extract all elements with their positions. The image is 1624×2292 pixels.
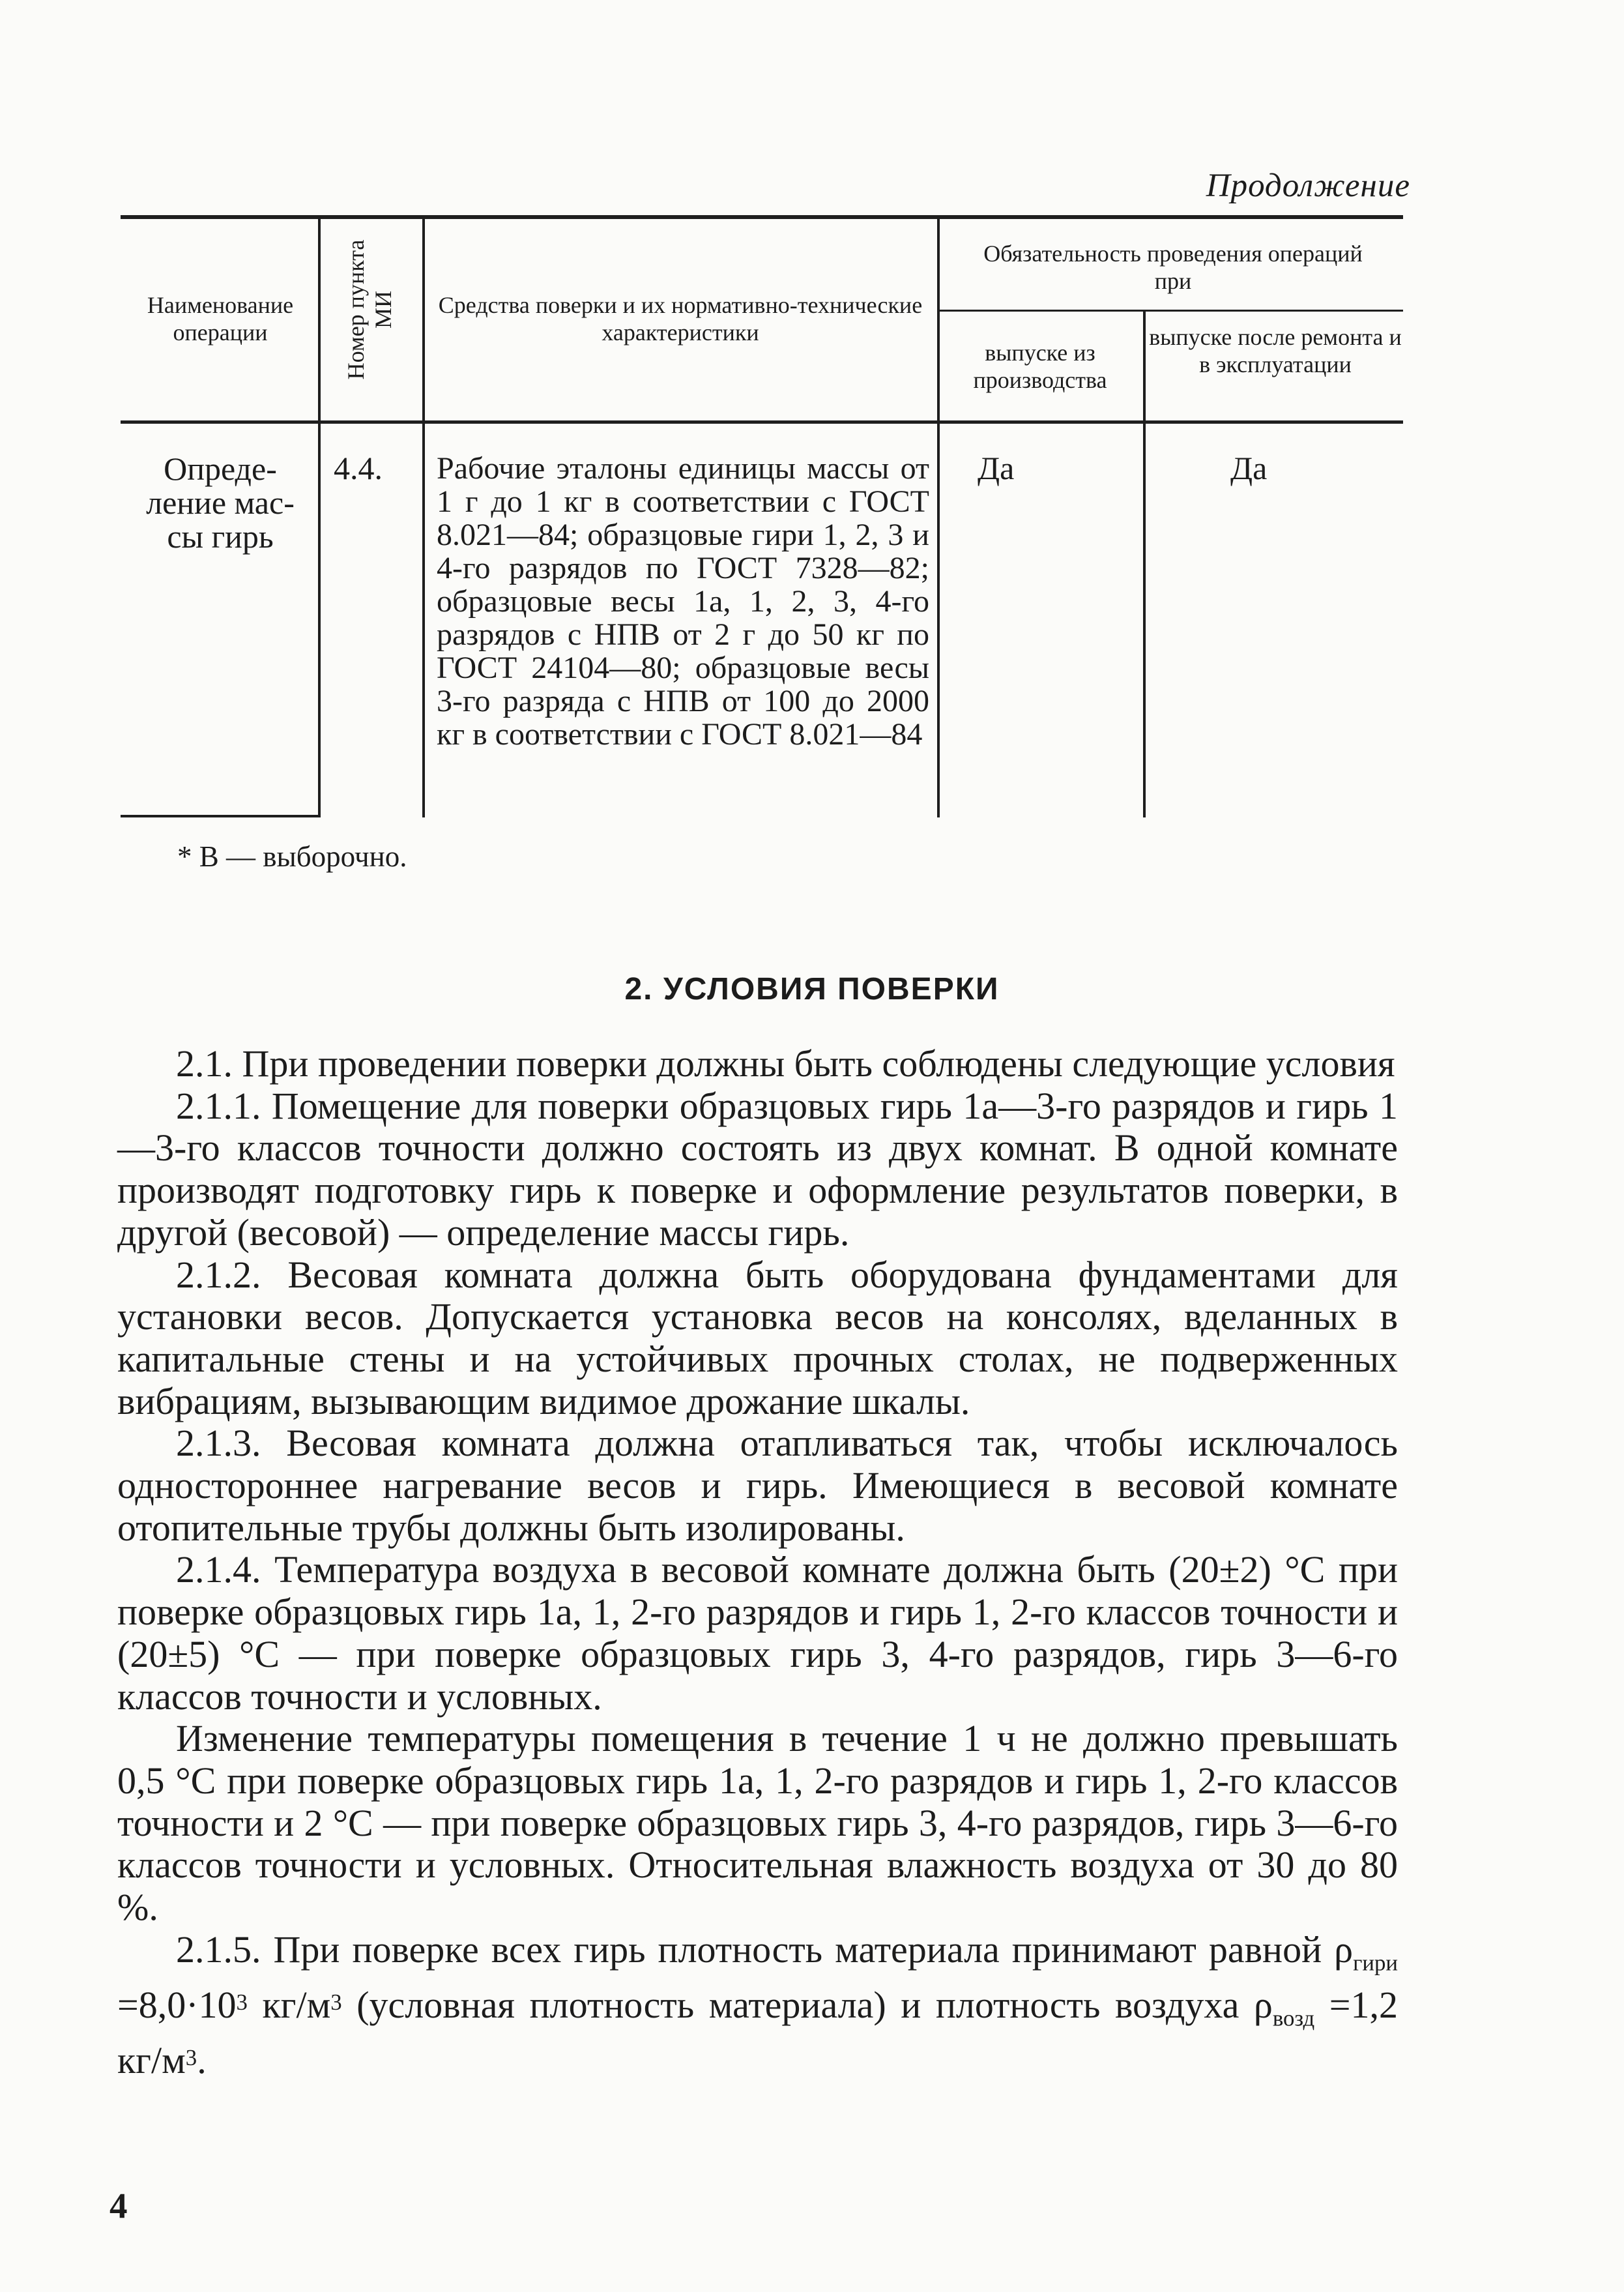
row-release-repair: Да: [1230, 450, 1268, 486]
paragraph-humidity: Изменение температуры помещения в течение 1 ч не должно превышать 0,5 °С при поверке образцовых гирь 1а, 1, 2-го разрядов и гирь 1, 2-го классов точности и 2 °С — при поверке образцовых гирь 3, 4-го разрядов, гирь 3—6-го классов точности и условных. Относительная влажность воздуха от 30 до 80 %.: [117, 1717, 1398, 1929]
table-top-rule: [121, 215, 1403, 219]
col-header-means: Средства поверки и их нормативно-технические характеристики: [438, 292, 923, 345]
col-header-mandatory: Обязательность проведения операций при: [983, 241, 1363, 294]
section-body: [117, 1043, 1398, 2082]
header-bottom-rule: [121, 420, 1403, 424]
paragraph-2-1: 2.1. При проведении поверки должны быть соблюдены следующие условия: [176, 1042, 1395, 1085]
row-release-production: Да: [978, 450, 1015, 486]
row-verification-means: Рабочие эталоны единицы массы от 1 г до 1 кг в соответствии с ГОСТ 8.021—84; образцовые гири 1, 2, 3 и 4-го разрядов по ГОСТ 7328—82; образцовые весы 1а, 1, 2, 3, 4-го разрядов с НПВ от 2 г до 50 кг по ГОСТ 24104—80; образцовые весы 3-го разряда с НПВ от 100 до 2000 кг в соответствии с ГОСТ 8.021—84: [437, 451, 929, 752]
table-bottom-rule: [121, 815, 319, 817]
col-divider-2: [422, 219, 425, 817]
header-sub-rule: [937, 310, 1403, 312]
col-divider-3: [937, 219, 940, 817]
col-header-release-repair: выпуске после ремонта и в эксплуатации: [1149, 324, 1402, 377]
col-header-name: Наименование операции: [147, 292, 294, 345]
table-footnote: * В — выборочно.: [177, 840, 407, 873]
paragraph-2-1-4: 2.1.4. Температура воздуха в весовой комнате должна быть (20±2) °С при поверке образцовых гирь 1а, 1, 2-го разрядов и гирь 1, 2-го классов точности и (20±5) °С — при поверке образцовых гирь 3, 4-го разрядов, гирь 3—6-го классов точности и условных.: [117, 1548, 1398, 1718]
paragraph-2-1-2: 2.1.2. Весовая комната должна быть оборудована фундаментами для установки весов. Допускается установка весов на консолях, вделанных в капитальные стены и на устойчивых прочных столах, не подверженных вибрациям, вызывающим видимое дрожание шкалы.: [117, 1253, 1398, 1422]
page-number: 4: [109, 2186, 128, 2226]
paragraph-2-1-5: 2.1.5. При поверке всех гирь плотность материала принимают равной $\rho_{гири} =8,0\cdot 10^3$ $кг/м^3$ (условная плотность материала) и плотность воздуха $\rho_{возд} =1,2$ $кг/м^3$.: [117, 1928, 1398, 2082]
row-item-no: 4.4.: [334, 450, 383, 486]
col-divider-1: [318, 219, 321, 817]
paragraph-2-1-3: 2.1.3. Весовая комната должна отапливаться так, чтобы исключалось одностороннее нагревание весов и гирь. Имеющиеся в весовой комнате отопительные трубы должны быть изолированы.: [117, 1422, 1398, 1549]
section-title: 2. УСЛОВИЯ ПОВЕРКИ: [624, 972, 1000, 1006]
col-header-item-no: Номер пункта МИ: [343, 239, 396, 380]
row-operation-name: Опреде- ление мас- сы гирь: [146, 450, 295, 555]
col-divider-4: [1143, 312, 1146, 817]
paragraph-2-1-1: 2.1.1. Помещение для поверки образцовых гирь 1а—3-го разрядов и гирь 1—3-го классов точности должно состоять из двух комнат. В одной комнате производят подготовку гирь к поверке и оформление результатов поверки, в другой (весовой) — определение массы гирь.: [117, 1084, 1398, 1254]
continuation-label: Продолжение: [1206, 168, 1410, 204]
col-header-release-production: выпуске из производства: [973, 340, 1107, 393]
